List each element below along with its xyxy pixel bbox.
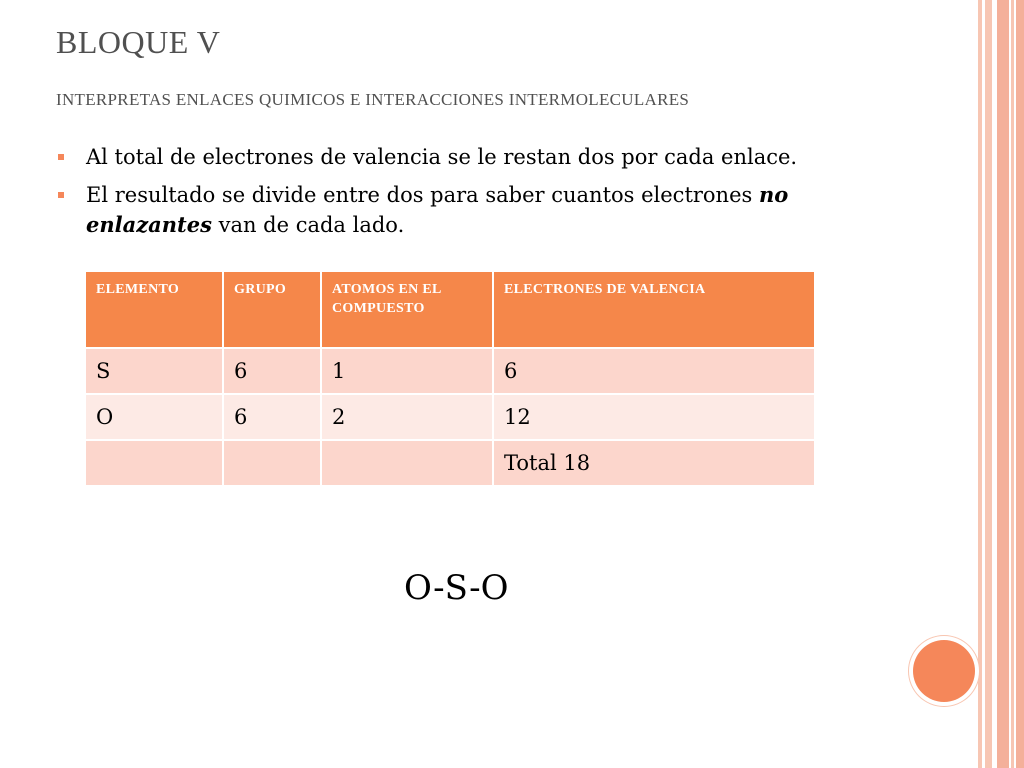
bullet-item bbox=[56, 180, 876, 240]
table-cell: 6 bbox=[223, 394, 321, 440]
table-cell bbox=[223, 440, 321, 486]
table-header-row bbox=[85, 271, 815, 348]
table-cell: 12 bbox=[493, 394, 815, 440]
table-cell: 6 bbox=[223, 348, 321, 394]
table-cell: 2 bbox=[321, 394, 493, 440]
bullet-text: Al total de electrones de valencia se le restan dos por cada enlace. bbox=[86, 145, 798, 169]
table-cell: O bbox=[85, 394, 223, 440]
table-row bbox=[85, 440, 815, 486]
slide-subtitle: INTERPRETAS ENLACES QUIMICOS E INTERACCIONES INTERMOLECULARES bbox=[56, 90, 690, 109]
table-cell: 1 bbox=[321, 348, 493, 394]
valence-table bbox=[84, 270, 816, 487]
table-header-cell: ATOMOS EN EL COMPUESTO bbox=[321, 271, 493, 348]
bullet-text: El resultado se divide entre dos para saber cuantos electrones bbox=[86, 183, 759, 207]
decor-circle bbox=[913, 640, 975, 702]
bullet-square-icon bbox=[58, 192, 64, 198]
table-cell bbox=[321, 440, 493, 486]
table-total-cell: Total 18 bbox=[493, 440, 815, 486]
decor-stripe bbox=[1016, 0, 1024, 768]
slide-title: BLOQUE V bbox=[56, 24, 221, 60]
table-row bbox=[85, 348, 815, 394]
bullet-item bbox=[56, 142, 876, 172]
table-header-cell: GRUPO bbox=[223, 271, 321, 348]
decor-stripe bbox=[1011, 0, 1014, 768]
table-cell: 6 bbox=[493, 348, 815, 394]
decor-stripe bbox=[978, 0, 982, 768]
table-header-cell: ELECTRONES DE VALENCIA bbox=[493, 271, 815, 348]
bullet-list bbox=[56, 142, 876, 248]
table-cell bbox=[85, 440, 223, 486]
bullet-emphasis: no enlazantes bbox=[86, 182, 789, 237]
table-header-cell: ELEMENTO bbox=[85, 271, 223, 348]
table-cell: S bbox=[85, 348, 223, 394]
decor-stripe bbox=[985, 0, 992, 768]
table-row bbox=[85, 394, 815, 440]
bullet-text: van de cada lado. bbox=[211, 213, 405, 237]
decor-stripe bbox=[997, 0, 1009, 768]
molecule-formula: O-S-O bbox=[404, 568, 509, 608]
bullet-square-icon bbox=[58, 154, 64, 160]
